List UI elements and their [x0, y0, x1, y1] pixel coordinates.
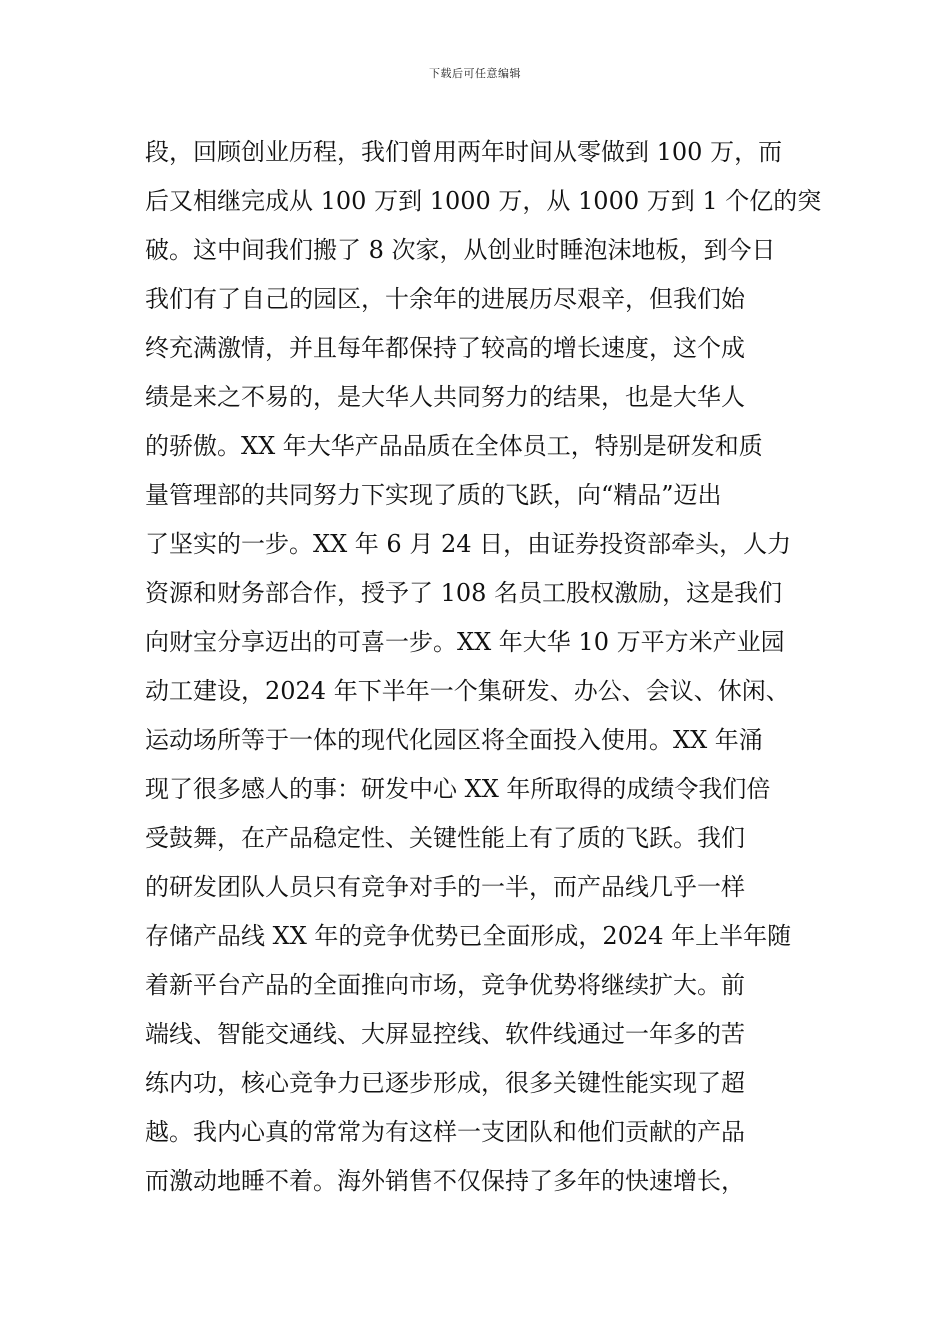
- text-line: 越。我内心真的常常为有这样一支团队和他们贡献的产品: [145, 1118, 745, 1146]
- text-line: 后又相继完成从 100 万到 1000 万，从 1000 万到 1 个亿的突: [145, 187, 822, 215]
- text-line: 而激动地睡不着。海外销售不仅保持了多年的快速增长，: [145, 1167, 745, 1195]
- text-line: 资源和财务部合作，授予了 108 名员工股权激励，这是我们: [145, 579, 783, 607]
- text-line: 练内功，核心竞争力已逐步形成，很多关键性能实现了超: [145, 1069, 745, 1097]
- text-line: 受鼓舞，在产品稳定性、关键性能上有了质的飞跃。我们: [145, 824, 745, 852]
- text-line: 了坚实的一步。XX 年 6 月 24 日，由证券投资部牵头，人力: [145, 530, 792, 558]
- text-line: 的研发团队人员只有竞争对手的一半，而产品线几乎一样: [145, 873, 745, 901]
- text-line: 我们有了自己的园区，十余年的进展历尽艰辛，但我们始: [145, 285, 745, 313]
- body-paragraph: [145, 128, 822, 1206]
- text-line: 绩是来之不易的，是大华人共同努力的结果，也是大华人: [145, 383, 745, 411]
- text-line: 的骄傲。XX 年大华产品品质在全体员工，特别是研发和质: [145, 432, 763, 460]
- text-line: 终充满激情，并且每年都保持了较高的增长速度，这个成: [145, 334, 745, 362]
- text-line: 破。这中间我们搬了 8 次家，从创业时睡泡沫地板，到今日: [145, 236, 776, 264]
- text-line: 着新平台产品的全面推向市场，竞争优势将继续扩大。前: [145, 971, 745, 999]
- page-header: 下载后可任意编辑: [429, 67, 521, 80]
- text-line: 现了很多感人的事：研发中心 XX 年所取得的成绩令我们倍: [145, 775, 771, 803]
- text-line: 存储产品线 XX 年的竞争优势已全面形成，2024 年上半年随: [145, 922, 792, 950]
- text-line: 运动场所等于一体的现代化园区将全面投入使用。XX 年涌: [145, 726, 763, 754]
- text-line: 段，回顾创业历程，我们曾用两年时间从零做到 100 万，而: [145, 138, 783, 166]
- text-line: 端线、智能交通线、大屏显控线、软件线通过一年多的苦: [145, 1020, 745, 1048]
- text-line: 动工建设，2024 年下半年一个集研发、办公、会议、休闲、: [145, 677, 790, 705]
- text-line: 向财宝分享迈出的可喜一步。XX 年大华 10 万平方米产业园: [145, 628, 785, 656]
- text-line: 量管理部的共同努力下实现了质的飞跃，向“精品”迈出: [145, 481, 722, 509]
